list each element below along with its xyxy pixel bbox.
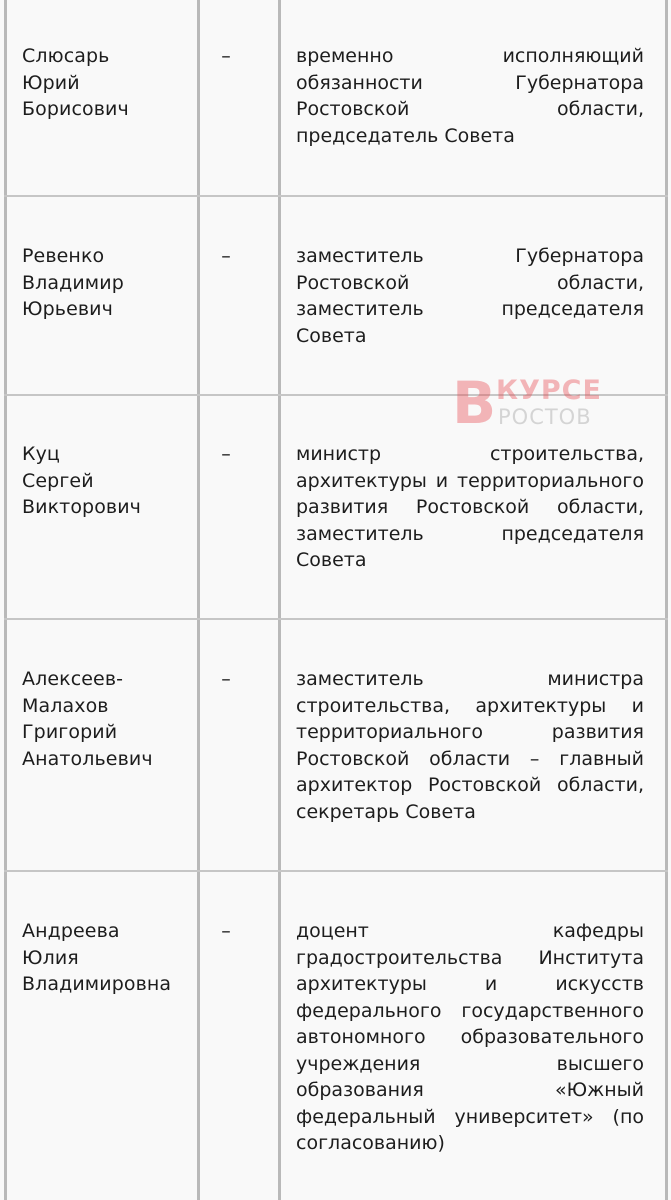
- name-line: Сергей: [22, 469, 94, 492]
- name-line: Алексеев-: [22, 668, 124, 690]
- position-line: учреждения высшего: [296, 1052, 644, 1075]
- name-line: Юрьевич: [22, 298, 113, 320]
- watermark-logo: [452, 369, 632, 443]
- name-line: Юрий: [22, 71, 80, 94]
- table-border-right: [665, 0, 668, 1200]
- member-name: [22, 441, 192, 521]
- name-line: Куц: [22, 443, 60, 465]
- name-line: Анатольевич: [22, 747, 153, 770]
- position-line: федеральный университет» (по: [296, 1105, 644, 1128]
- name-line: Владимир: [22, 271, 124, 294]
- position-line: доцент кафедры: [296, 920, 644, 942]
- position-line: федерального государственного: [296, 999, 644, 1022]
- watermark-bottom-text: РОСТОВ: [498, 405, 592, 429]
- name-line: Григорий: [22, 721, 118, 743]
- position-line: архитектуры и территориального: [296, 469, 644, 492]
- position-line: министр строительства,: [296, 443, 644, 465]
- position-line: архитектор Ростовской области,: [296, 774, 644, 796]
- position-line: архитектуры и искусств: [296, 973, 644, 995]
- name-line: Слюсарь: [22, 45, 110, 67]
- position-line: автономного образовательного: [296, 1026, 644, 1048]
- member-position: [296, 666, 644, 825]
- row-divider: [4, 618, 668, 620]
- row-divider: [4, 195, 668, 197]
- position-line: заместитель председателя: [296, 522, 644, 545]
- table-border-column-1: [197, 0, 200, 1200]
- name-line: Владимировна: [22, 973, 172, 995]
- member-name: [22, 43, 192, 123]
- member-name: [22, 918, 192, 998]
- table-border-left: [4, 0, 7, 1200]
- name-line: Борисович: [22, 98, 129, 120]
- position-line: Ростовской области,: [296, 271, 644, 294]
- member-name: [22, 666, 192, 772]
- member-position: [296, 243, 644, 349]
- position-line: Совета: [296, 324, 367, 347]
- table-border-column-2: [278, 0, 281, 1200]
- dash-separator: –: [221, 668, 231, 690]
- dash-separator: –: [221, 245, 231, 267]
- position-line: заместитель министра: [296, 668, 644, 690]
- position-line: заместитель председателя: [296, 298, 644, 320]
- position-line: согласованию): [296, 1132, 445, 1154]
- position-line: развития Ростовской области,: [296, 496, 644, 518]
- position-line: секретарь Совета: [296, 800, 476, 823]
- member-position: [296, 441, 644, 574]
- position-line: Ростовской области – главный: [296, 747, 644, 770]
- position-line: временно исполняющий: [296, 45, 644, 67]
- dash-separator: –: [221, 920, 231, 942]
- member-position: [296, 43, 644, 149]
- name-line: Малахов: [22, 694, 109, 717]
- position-line: обязанности Губернатора: [296, 71, 644, 94]
- name-line: Андреева: [22, 920, 120, 942]
- position-line: заместитель Губернатора: [296, 245, 644, 267]
- watermark-letter: В: [452, 369, 497, 437]
- position-line: градостроительства Института: [296, 946, 644, 969]
- position-line: председатель Совета: [296, 124, 515, 147]
- name-line: Юлия: [22, 946, 79, 969]
- member-position: [296, 918, 644, 1157]
- position-line: Ростовской области,: [296, 98, 644, 120]
- row-divider: [4, 870, 668, 872]
- position-line: образования «Южный: [296, 1079, 644, 1101]
- member-name: [22, 243, 192, 323]
- dash-separator: –: [221, 443, 231, 465]
- position-line: территориального развития: [296, 721, 644, 743]
- name-line: Ревенко: [22, 245, 105, 267]
- dash-separator: –: [221, 45, 231, 67]
- position-line: Совета: [296, 549, 367, 571]
- position-line: строительства, архитектуры и: [296, 694, 644, 717]
- watermark-top-text: КУРСЕ: [496, 375, 602, 406]
- name-line: Викторович: [22, 496, 142, 518]
